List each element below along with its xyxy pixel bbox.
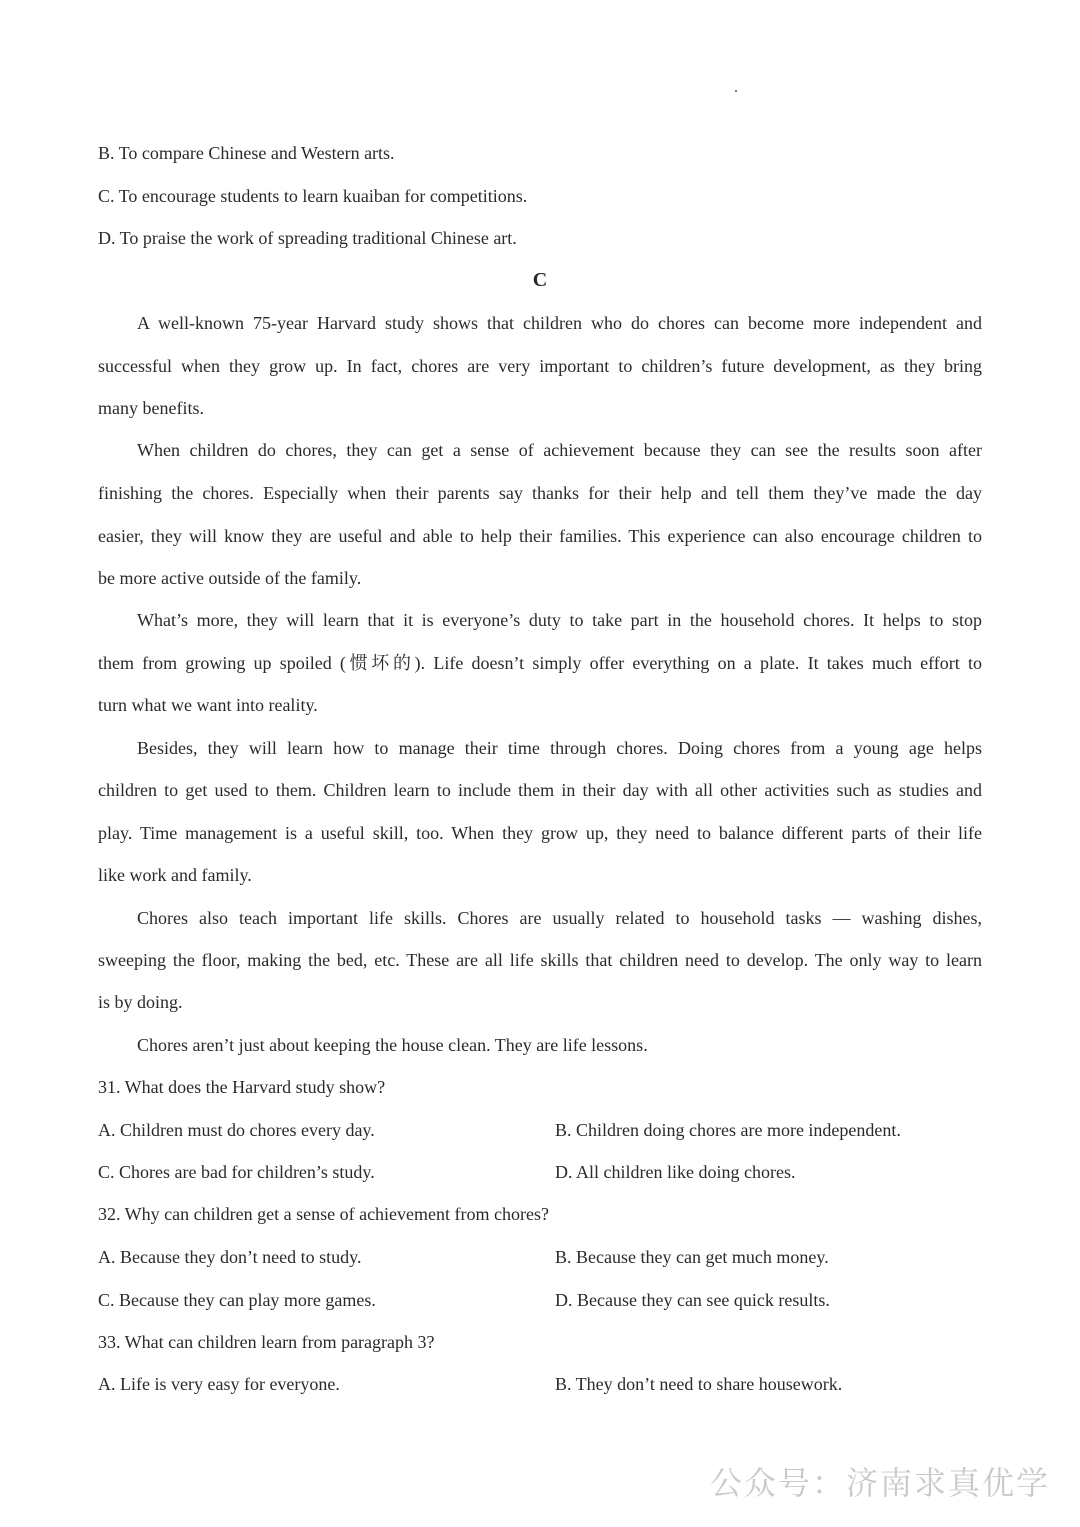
section-heading: C [532,269,548,291]
question-stem: 31. What does the Harvard study show? [98,1077,386,1097]
passage-line: children to get used to them. Children learn to include them in their day with all other activities such as studies and [98,780,982,800]
passage-line: Chores aren’t just about keeping the house clean. They are life lessons. [137,1035,648,1055]
passage-line: Besides, they will learn how to manage their time through chores. Doing chores from a young age helps [137,738,982,758]
passage-line: them from growing up spoiled (惯坏的). Life doesn’t simply offer everything on a plate. It takes much effort to [98,653,982,673]
passage-line: like work and family. [98,865,252,885]
passage-line: What’s more, they will learn that it is everyone’s duty to take part in the household chores. It helps to stop [137,610,982,630]
option-c: C. Chores are bad for children’s study. [98,1162,375,1182]
passage-line: successful when they grow up. In fact, chores are very important to children’s future development, as they bring [98,356,982,376]
passage-line: turn what we want into reality. [98,695,318,715]
option-b: B. Because they can get much money. [555,1247,829,1267]
passage-line: A well-known 75-year Harvard study shows that children who do chores can become more independent and [137,313,982,333]
question-stem: 32. Why can children get a sense of achievement from chores? [98,1204,549,1224]
passage-line: is by doing. [98,992,183,1012]
option-b: B. Children doing chores are more independent. [555,1120,901,1140]
passage-line: many benefits. [98,398,204,418]
passage-line: easier, they will know they are useful and able to help their families. This experience can also encourage children to [98,526,982,546]
option-c: C. Because they can play more games. [98,1290,376,1310]
passage-line: Chores also teach important life skills. Chores are usually related to household tasks — washing dishes, [137,908,982,928]
passage-line: be more active outside of the family. [98,568,362,588]
option-d: D. All children like doing chores. [555,1162,796,1182]
option-a: A. Because they don’t need to study. [98,1247,362,1267]
passage-line: sweeping the floor, making the bed, etc. These are all life skills that children need to develop. The only way to learn [98,950,982,970]
watermark: 公众号：济南求真优学 [710,1464,1051,1502]
option-a: A. Children must do chores every day. [98,1120,375,1140]
stray-dot [735,90,737,92]
passage-line: When children do chores, they can get a sense of achievement because they can see the results soon after [137,440,982,460]
option-d: D. Because they can see quick results. [555,1290,830,1310]
prev-option-b: B. To compare Chinese and Western arts. [98,143,395,163]
option-a: A. Life is very easy for everyone. [98,1374,340,1394]
option-b: B. They don’t need to share housework. [555,1374,843,1394]
prev-option-c: C. To encourage students to learn kuaiban for competitions. [98,186,528,206]
question-stem: 33. What can children learn from paragraph 3? [98,1332,435,1352]
passage-line: play. Time management is a useful skill, too. When they grow up, they need to balance different parts of their life [98,823,982,843]
passage-line: finishing the chores. Especially when their parents say thanks for their help and tell them they’ve made the day [98,483,982,503]
prev-option-d: D. To praise the work of spreading traditional Chinese art. [98,228,517,248]
